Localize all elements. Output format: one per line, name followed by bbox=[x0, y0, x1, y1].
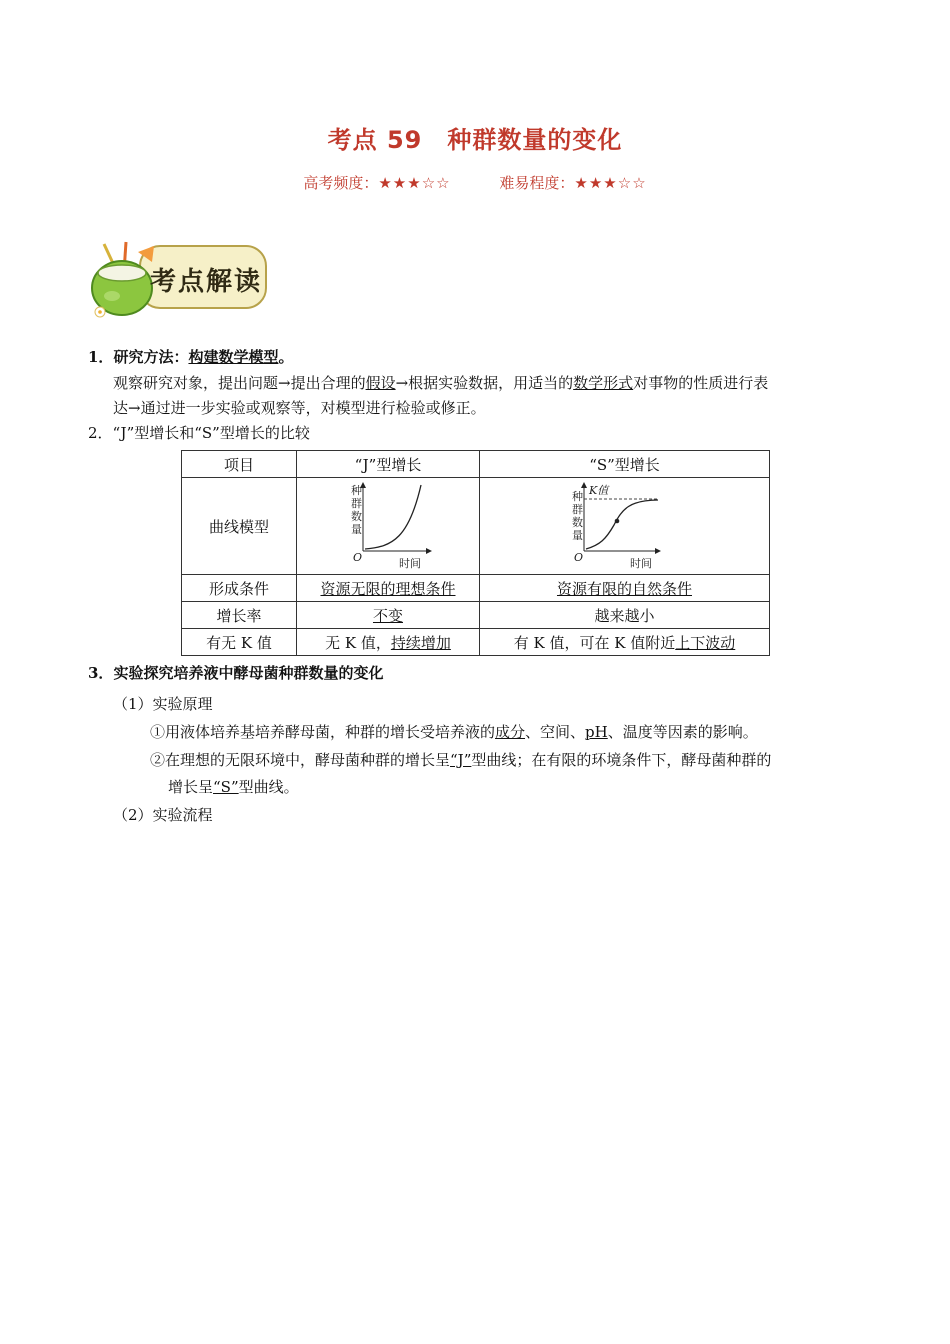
s-curve-line bbox=[586, 500, 658, 549]
badge-text: 考点解读 bbox=[150, 267, 263, 297]
j-curve-line bbox=[365, 485, 421, 549]
y-label-char: 量 bbox=[571, 529, 583, 542]
y-label-char: 群 bbox=[351, 497, 362, 510]
table-cell: 资源有限的自然条件 bbox=[480, 575, 770, 602]
table-row bbox=[182, 602, 770, 629]
table-row bbox=[182, 451, 770, 478]
table-header-cell: “S”型增长 bbox=[480, 451, 770, 478]
comparison-table bbox=[181, 450, 770, 656]
table-cell: 无 K 值，持续增加 bbox=[297, 629, 480, 656]
table-cell: 不变 bbox=[297, 602, 480, 629]
table-header-cell: “J”型增长 bbox=[297, 451, 480, 478]
section-3-heading: 3．实验探究培养液中酵母菌种群数量的变化 bbox=[88, 664, 384, 682]
section-1-heading: 1．研究方法：构建数学模型。 bbox=[88, 348, 294, 366]
table-row bbox=[182, 478, 770, 575]
x-label: 时间 bbox=[629, 557, 652, 570]
y-label-char: 数 bbox=[571, 516, 583, 529]
key-term: 构建数学模型 bbox=[188, 348, 279, 366]
y-label-char: 数 bbox=[351, 510, 362, 523]
table-cell: 有无 K 值 bbox=[182, 629, 297, 656]
table-row bbox=[182, 575, 770, 602]
table-cell: 增长率 bbox=[182, 602, 297, 629]
origin-label: O bbox=[573, 551, 583, 564]
page-title: 考点 59 种群数量的变化 bbox=[327, 126, 623, 154]
section-2-heading: 2．“J”型增长和“S”型增长的比较 bbox=[88, 424, 310, 442]
table-row bbox=[182, 629, 770, 656]
x-label: 时间 bbox=[399, 557, 421, 570]
y-label-char: 量 bbox=[351, 523, 362, 536]
subheading-principle: （1）实验原理 bbox=[113, 695, 213, 713]
rating-bar bbox=[0, 172, 950, 193]
inflection-point bbox=[614, 519, 619, 524]
difficulty-stars: ★★★☆☆ bbox=[574, 174, 647, 192]
table-cell: 越来越小 bbox=[480, 602, 770, 629]
difficulty-rating bbox=[499, 172, 646, 193]
table-cell: 有 K 值，可在 K 值附近上下波动 bbox=[480, 629, 770, 656]
table-cell: 曲线模型 bbox=[182, 478, 297, 575]
section-1-line-1: 观察研究对象，提出问题→提出合理的假设→根据实验数据，用适当的数学形式对事物的性质进行表 bbox=[113, 374, 769, 392]
table-header-cell: 项目 bbox=[182, 451, 297, 478]
y-label-char: 种 bbox=[351, 484, 362, 497]
s-curve-graph bbox=[550, 479, 700, 573]
j-curve-cell bbox=[297, 478, 480, 575]
section-badge bbox=[88, 240, 273, 320]
y-label-char: 种 bbox=[571, 490, 583, 503]
principle-item-2-line-1: ②在理想的无限环境中，酵母菌种群的增长呈“J”型曲线；在有限的环境条件下，酵母菌种群的 bbox=[150, 751, 772, 769]
subheading-procedure: （2）实验流程 bbox=[113, 806, 213, 824]
origin-label: O bbox=[353, 551, 363, 564]
frequency-rating bbox=[303, 172, 450, 193]
principle-item-1: ①用液体培养基培养酵母菌，种群的增长受培养液的成分、空间、pH、温度等因素的影响。 bbox=[150, 723, 758, 741]
table-cell: 资源无限的理想条件 bbox=[297, 575, 480, 602]
frequency-stars: ★★★☆☆ bbox=[378, 174, 451, 192]
difficulty-label: 难易程度： bbox=[499, 174, 575, 192]
table-cell: 形成条件 bbox=[182, 575, 297, 602]
section-1-line-2: 达→通过进一步实验或观察等，对模型进行检验或修正。 bbox=[113, 399, 486, 417]
y-label-char: 群 bbox=[571, 503, 583, 516]
frequency-label: 高考频度： bbox=[303, 174, 379, 192]
k-label: K值 bbox=[588, 484, 608, 497]
j-curve-graph bbox=[313, 479, 463, 573]
s-curve-cell bbox=[480, 478, 770, 575]
principle-item-2-line-2: 增长呈“S”型曲线。 bbox=[168, 778, 299, 796]
